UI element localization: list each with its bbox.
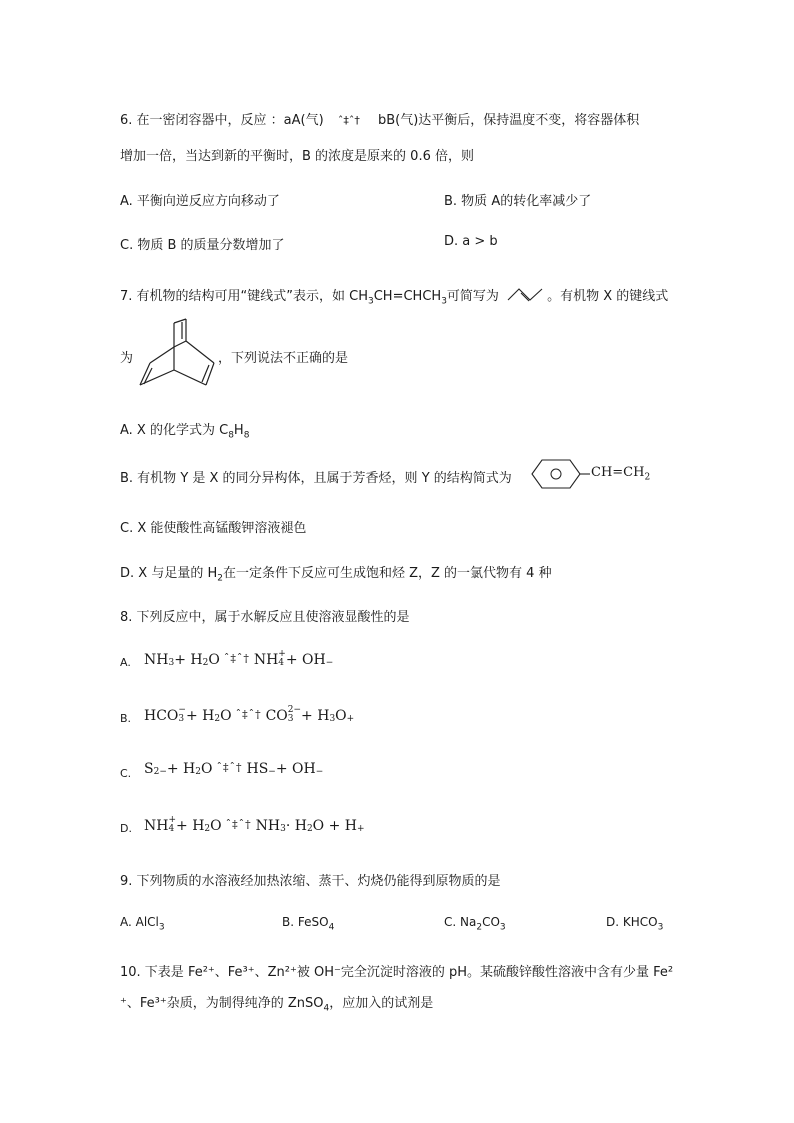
- text-fragment: 4: [168, 824, 175, 834]
- text-fragment: + OH: [275, 761, 316, 777]
- q10-line1: 10. 下表是 Fe²⁺、Fe³⁺、Zn²⁺被 OH⁻完全沉淀时溶液的 pH。某硫酸锌酸性溶液中含有少量 Fe²: [120, 965, 674, 980]
- subscript: 2: [217, 573, 223, 584]
- text-fragment: 4: [278, 658, 285, 668]
- text-fragment: · H: [285, 818, 307, 834]
- vinyl-group-formula: [591, 465, 650, 483]
- text-fragment: S: [144, 761, 154, 777]
- equilibrium-arrow-icon: ˆ‡ˆ†: [235, 708, 262, 721]
- subscript: 2: [195, 767, 201, 777]
- text-fragment: O: [208, 652, 220, 668]
- subscript: 3: [158, 922, 165, 933]
- text-fragment: C. Na: [444, 915, 477, 929]
- q7-line1: [120, 285, 668, 307]
- subscript: 3: [280, 824, 286, 834]
- equilibrium-arrow-icon: ˆ‡ˆ†: [225, 818, 252, 831]
- text-fragment: [178, 706, 186, 724]
- superscript: 2−: [153, 767, 167, 777]
- text-fragment: HS: [246, 761, 269, 777]
- superscript: −: [268, 767, 276, 777]
- q8-stem: 8. 下列反应中，属于水解反应且使溶液显酸性的是: [120, 610, 410, 625]
- text-fragment: [278, 650, 286, 668]
- q7-line1-c: 可简写为: [446, 289, 499, 304]
- subscript: 3: [657, 922, 664, 933]
- q9-option-c: [444, 915, 506, 932]
- text-fragment: ，应加入的试剂是: [329, 996, 434, 1011]
- text-fragment: + H: [176, 818, 205, 834]
- superscript: −: [315, 767, 324, 777]
- text-fragment: O + H: [312, 818, 357, 834]
- text-fragment: + H: [301, 708, 330, 724]
- butene-skeletal-formula: [508, 286, 548, 302]
- q6-option-c: C. 物质 B 的质量分数增加了: [120, 238, 285, 253]
- superscript: +: [357, 824, 365, 834]
- superscript: +: [346, 714, 355, 724]
- q10-line2: [120, 992, 433, 1014]
- text-fragment: O: [220, 708, 232, 724]
- q6-line1-b: bB(气)达平衡后，保持温度不变，将容器体积: [377, 113, 640, 128]
- q7-line1-b: CH=CHCH: [373, 289, 442, 304]
- q7-line2-a: 为: [120, 351, 134, 366]
- text-fragment: H: [233, 423, 244, 438]
- text-fragment: O: [335, 708, 347, 724]
- text-fragment: D. KHCO: [606, 915, 658, 929]
- text-fragment: 3: [287, 714, 294, 724]
- q8-label-d: D.: [120, 822, 132, 835]
- text-fragment: −: [178, 705, 186, 715]
- text-fragment: A. X 的化学式为 C: [120, 423, 229, 438]
- q9-option-b: [282, 915, 334, 932]
- text-fragment: CH=CH: [591, 465, 645, 480]
- compound-x-skeletal-formula: [136, 315, 226, 395]
- q7-option-d: [120, 562, 552, 584]
- text-fragment: NH: [255, 818, 281, 834]
- text-fragment: CO: [482, 915, 500, 929]
- subscript: 8: [243, 430, 250, 441]
- text-fragment: D. X 与足量的 H: [120, 566, 218, 581]
- q8-label-c: C.: [120, 767, 132, 780]
- subscript: 3: [329, 714, 336, 724]
- subscript: 3: [441, 296, 447, 307]
- text-fragment: +: [168, 815, 177, 825]
- text-fragment: A. AlCl: [120, 915, 159, 929]
- equilibrium-arrow-icon: ˆ‡ˆ†: [223, 652, 250, 665]
- text-fragment: [288, 706, 301, 724]
- text-fragment: NH: [253, 652, 279, 668]
- subscript: 3: [499, 922, 506, 933]
- equilibrium-arrow-icon: ˆ‡ˆ†: [216, 761, 243, 774]
- subscript: 2: [214, 714, 221, 724]
- benzene-ring-icon: [530, 458, 590, 490]
- subscript: 2: [476, 922, 483, 933]
- subscript: 2: [204, 824, 211, 834]
- q6-option-b: B. 物质 A的转化率减少了: [444, 194, 592, 209]
- subscript: 4: [323, 1003, 330, 1014]
- text-fragment: 3: [178, 714, 185, 724]
- q7-option-a: [120, 419, 249, 441]
- text-fragment: CO: [265, 708, 288, 724]
- subscript: 3: [168, 658, 175, 668]
- text-fragment: + H: [166, 761, 196, 777]
- text-fragment: +: [278, 649, 286, 659]
- q9-option-d: [606, 915, 663, 932]
- q6-line1-a: 6. 在一密闭容器中，反应 ：aA(气): [120, 113, 324, 128]
- superscript: −: [325, 658, 334, 668]
- q9-stem: 9. 下列物质的水溶液经加热浓缩、蒸干、灼烧仍能得到原物质的是: [120, 874, 501, 889]
- q7-line1-d: 。有机物 X 的键线式: [547, 289, 669, 304]
- subscript: 4: [328, 922, 335, 933]
- text-fragment: 2−: [287, 705, 302, 715]
- text-fragment: HCO: [144, 708, 179, 724]
- subscript: 2: [202, 658, 209, 668]
- q6-line1: [120, 109, 639, 128]
- text-fragment: B. FeSO: [282, 915, 329, 929]
- q9-option-a: [120, 915, 165, 932]
- text-fragment: ⁺、Fe³⁺杂质，为制得纯净的 ZnSO: [120, 996, 324, 1011]
- text-fragment: [168, 816, 176, 834]
- q7-option-c: C. X 能使酸性高锰酸钾溶液褪色: [120, 521, 307, 536]
- text-fragment: O: [201, 761, 213, 777]
- q8-label-b: B.: [120, 712, 132, 725]
- text-fragment: NH: [144, 652, 169, 668]
- q6-option-a: A. 平衡向逆反应方向移动了: [120, 194, 280, 209]
- text-fragment: 在一定条件下反应可生成饱和烃 Z，Z 的一氯代物有 4 种: [222, 566, 552, 581]
- q8-equation-d: [144, 816, 365, 834]
- equilibrium-arrow-icon: ˆ‡ˆ†: [337, 114, 360, 127]
- text-fragment: NH: [144, 818, 169, 834]
- text-fragment: + H: [185, 708, 215, 724]
- text-fragment: + OH: [285, 652, 326, 668]
- text-fragment: B. 有机物 Y 是 X 的同分异构体，且属于芳香烃，则 Y 的结构简式为: [120, 471, 512, 486]
- q7-line1-a: 7. 有机物的结构可用“键线式”表示，如 CH: [120, 289, 368, 304]
- q7-option-b: [120, 467, 512, 486]
- q7-line2-b: ，下列说法不正确的是: [218, 351, 349, 366]
- q6-option-d: D. a > b: [444, 234, 498, 249]
- text-fragment: O: [210, 818, 222, 834]
- q8-equation-c: [144, 761, 323, 777]
- subscript: 2: [306, 824, 313, 834]
- q6-line2: 增加一倍，当达到新的平衡时，B 的浓度是原来的 0.6 倍，则: [120, 149, 474, 164]
- q8-label-a: A.: [120, 656, 131, 669]
- q8-equation-b: [144, 706, 354, 724]
- subscript: 8: [228, 430, 234, 441]
- q8-equation-a: [144, 650, 333, 668]
- subscript: 3: [368, 296, 374, 307]
- subscript: 2: [644, 472, 651, 483]
- text-fragment: + H: [174, 652, 203, 668]
